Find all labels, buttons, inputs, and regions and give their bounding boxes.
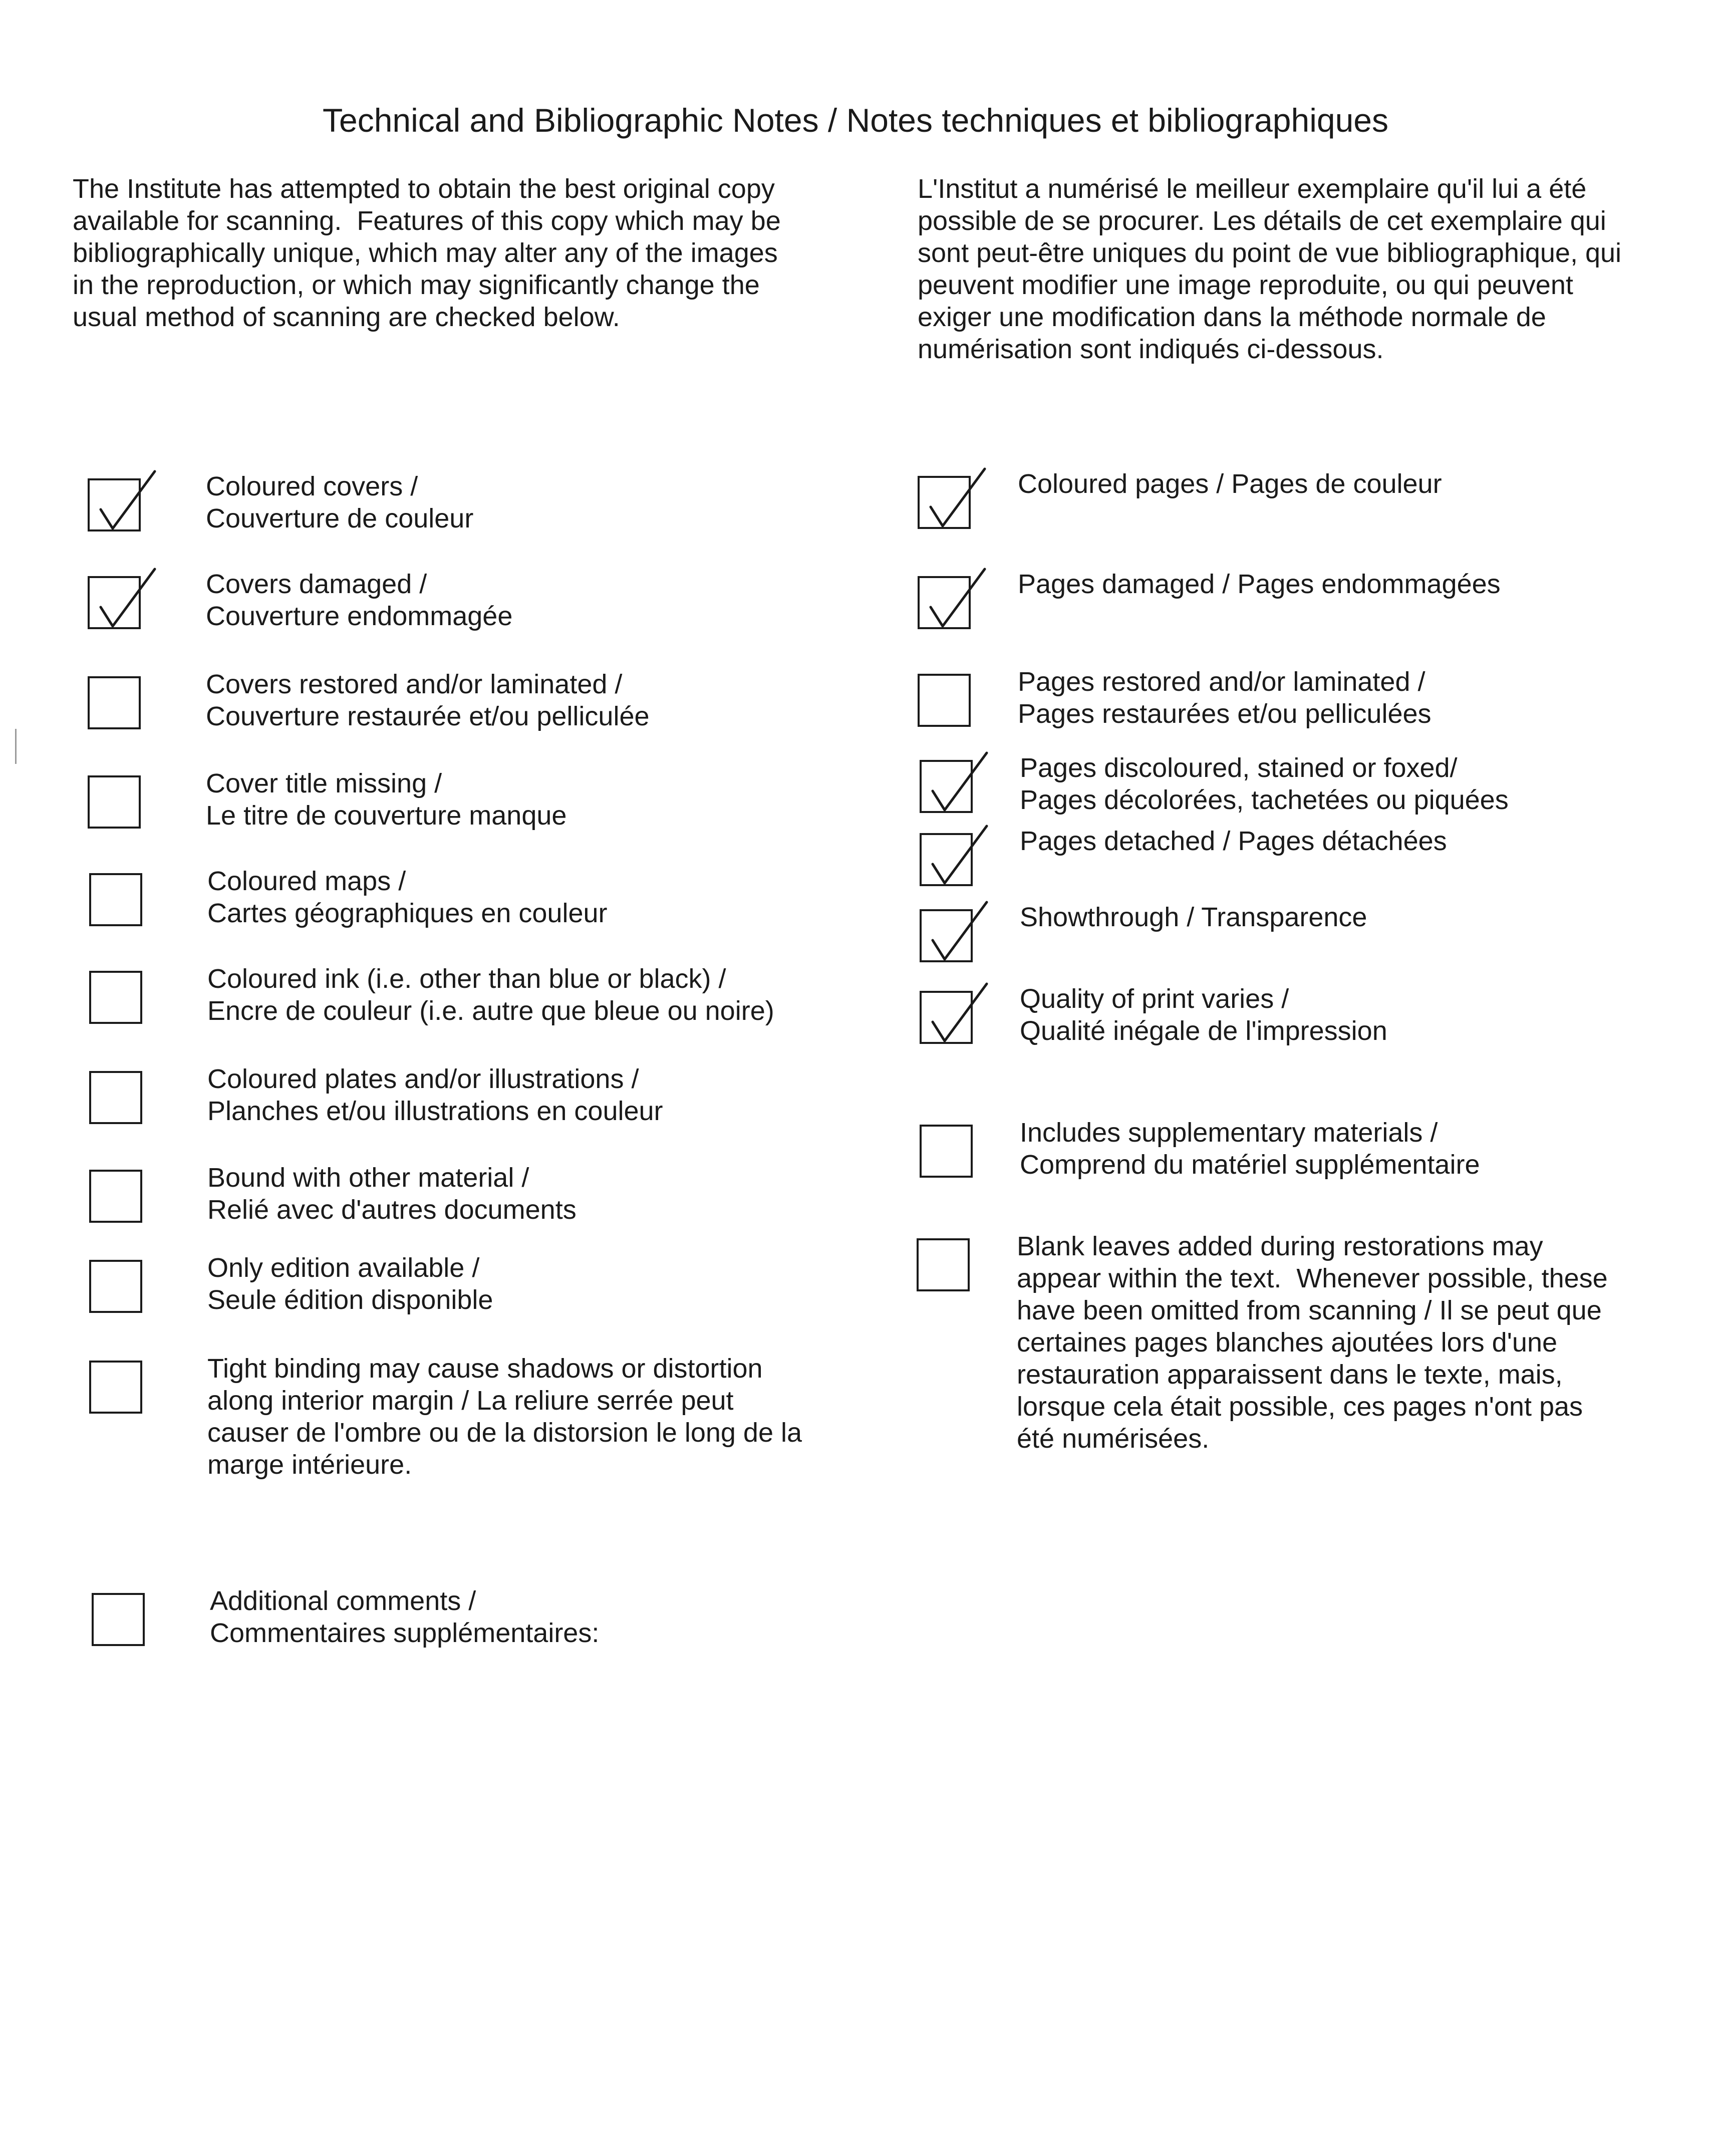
checkbox-label: Pages damaged / Pages endommagées [1018, 569, 1501, 599]
checkbox-label: Coloured ink (i.e. other than blue or black) / Encre de couleur (i.e. autre que bleue ou noire) [207, 964, 774, 1026]
checkbox[interactable] [92, 1593, 145, 1646]
checkbox[interactable] [917, 1238, 970, 1291]
intro-french: L'Institut a numérisé le meilleur exemplaire qu'il lui a été possible de se procurer. Les détails de cet exemplaire qui sont peut-être uniques du point de vue bibliographique, qui peuvent modifier une image reproduite, ou qui peuvent exiger une modification dans la méthode normale de numérisation sont indiqués ci-dessous. [918, 174, 1622, 364]
checkbox-label: Coloured pages / Pages de couleur [1018, 469, 1442, 499]
scan-artifact-mark [15, 729, 17, 764]
checkmark-icon [920, 898, 1000, 968]
checkbox-label: Coloured covers / Couverture de couleur [206, 471, 474, 533]
checkmark-icon [920, 980, 1000, 1050]
checkbox-label: Cover title missing / Le titre de couverture manque [206, 768, 567, 831]
checkbox[interactable] [88, 576, 141, 629]
checkbox[interactable] [89, 1071, 142, 1124]
checkbox-label: Blank leaves added during restorations may appear within the text. Whenever possible, these have been omitted from scanning / Il se peut que certaines pages blanches ajoutées lors d'une restauration apparaissent dans le texte, mais, lorsque cela était possible, ces pages n'ont pas été numérisées. [1017, 1231, 1608, 1454]
checkbox[interactable] [89, 1260, 142, 1313]
checkmark-icon [918, 465, 998, 535]
checkbox-label: Includes supplementary materials / Comprend du matériel supplémentaire [1020, 1118, 1480, 1180]
checkmark-icon [920, 822, 1000, 892]
checkmark-icon [920, 749, 1000, 819]
checkbox-label: Covers damaged / Couverture endommagée [206, 569, 513, 631]
checkbox[interactable] [88, 478, 141, 531]
checkbox-label: Additional comments / Commentaires supplémentaires: [210, 1586, 600, 1648]
checkbox[interactable] [920, 991, 973, 1044]
checkbox-label: Covers restored and/or laminated / Couverture restaurée et/ou pelliculée [206, 669, 650, 731]
checkbox[interactable] [918, 576, 971, 629]
checkbox-label: Tight binding may cause shadows or distortion along interior margin / La reliure serrée peut causer de l'ombre ou de la distorsion le long de la marge intérieure. [207, 1354, 802, 1480]
checkbox-label: Pages restored and/or laminated / Pages restaurées et/ou pelliculées [1018, 667, 1432, 729]
intro-english: The Institute has attempted to obtain the best original copy available for scanning. Features of this copy which may be bibliographically unique, which may alter any of the images in the reproduction, or which may significantly change the usual method of scanning are checked below. [73, 174, 781, 332]
checkbox[interactable] [918, 476, 971, 529]
checkbox[interactable] [920, 909, 973, 962]
checkbox[interactable] [89, 971, 142, 1024]
checkbox-label: Pages detached / Pages détachées [1020, 826, 1447, 856]
checkbox[interactable] [89, 873, 142, 926]
checkbox[interactable] [920, 760, 973, 813]
checkbox-label: Pages discoloured, stained or foxed/ Pages décolorées, tachetées ou piquées [1020, 753, 1509, 815]
page-title: Technical and Bibliographic Notes / Notes techniques et bibliographiques [323, 102, 1388, 139]
checkbox[interactable] [89, 1170, 142, 1223]
checkbox[interactable] [918, 674, 971, 727]
checkbox[interactable] [88, 676, 141, 729]
checkbox[interactable] [920, 1125, 973, 1178]
checkbox-label: Coloured maps / Cartes géographiques en couleur [207, 866, 608, 928]
checkmark-icon [88, 467, 168, 537]
checkbox[interactable] [920, 833, 973, 886]
checkbox-label: Showthrough / Transparence [1020, 902, 1367, 932]
checkmark-icon [918, 565, 998, 635]
checkbox-label: Coloured plates and/or illustrations / Planches et/ou illustrations en couleur [207, 1064, 663, 1126]
checkbox-label: Only edition available / Seule édition disponible [207, 1253, 493, 1315]
checkbox-label: Bound with other material / Relié avec d'autres documents [207, 1163, 577, 1225]
checkmark-icon [88, 565, 168, 635]
checkbox[interactable] [89, 1361, 142, 1414]
checkbox-label: Quality of print varies / Qualité inégale de l'impression [1020, 984, 1387, 1046]
checkbox[interactable] [88, 775, 141, 829]
